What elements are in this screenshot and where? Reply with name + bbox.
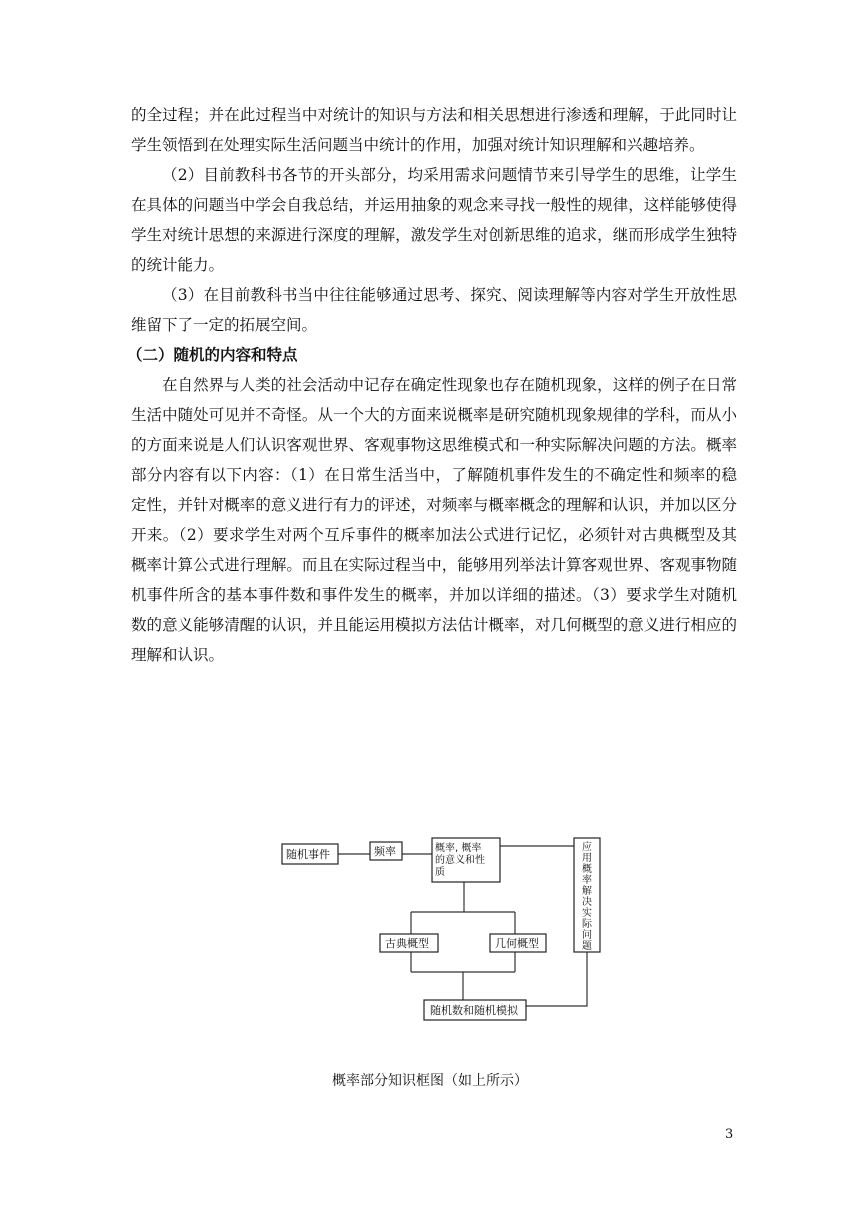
section-heading: （二）随机的内容和特点: [127, 345, 298, 364]
random-event-label: 随机事件: [286, 848, 330, 861]
application-char: 概: [582, 864, 592, 875]
probability-label-line3: 质: [435, 867, 445, 878]
application-char: 率: [582, 875, 592, 886]
probability-label-line1: 概率, 概率: [435, 843, 482, 854]
application-char: 解: [582, 886, 592, 897]
application-char: 决: [582, 897, 592, 908]
application-char: 题: [582, 941, 592, 952]
frequency-label: 频率: [374, 845, 396, 858]
application-char: 实: [582, 908, 592, 919]
application-char: 用: [582, 853, 592, 864]
body-text: [127, 100, 737, 670]
paragraph-continuation: 的全过程；并在此过程当中对统计的知识与方法和相关思想进行渗透和理解，于此同时让学生领悟到在处理实际生活问题当中统计的作用，加强对统计知识理解和兴趣培养。: [131, 106, 737, 154]
application-char: 应: [582, 842, 592, 853]
application-char: 问: [582, 930, 592, 941]
geometric-model-label: 几何概型: [495, 937, 539, 950]
page-number: 3: [725, 1127, 734, 1142]
random-number-label: 随机数和随机模拟: [430, 1004, 518, 1017]
paragraph-point-2: （2）目前教科书各节的开头部分，均采用需求问题情节来引导学生的思维，让学生在具体的问题当中学会自我总结，并运用抽象的观念来寻找一般性的规律，这样能够使得学生对统计思想的来源进行深度的理解，激发学生对创新思维的追求，继而形成学生独特的统计能力。: [131, 166, 737, 274]
paragraph-point-3: （3）在目前教科书当中往往能够通过思考、探究、阅读理解等内容对学生开放性思维留下了一定的拓展空间。: [131, 286, 737, 334]
classical-model-label: 古典概型: [385, 937, 429, 950]
application-char: 际: [582, 919, 592, 930]
figure-caption: 概率部分知识框图（如上所示）: [332, 1073, 528, 1089]
probability-knowledge-diagram: [270, 826, 620, 1038]
probability-label-line2: 的意义和性: [435, 855, 485, 866]
paragraph-random-content: 在自然界与人类的社会活动中记存在确定性现象也存在随机现象，这样的例子在日常生活中随处可见并不奇怪。从一个大的方面来说概率是研究随机现象规律的学科，而从小的方面来说是人们认识客观世界、客观事物这思维模式和一种实际解决问题的方法。概率部分内容有以下内容：（1）在日常生活当中，了解随机事件发生的不确定性和频率的稳定性，并针对概率的意义进行有力的评述，对频率与概率概念的理解和认识，并加以区分开来。（2）要求学生对两个互斥事件的概率加法公式进行记忆，必须针对古典概型及其概率计算公式进行理解。而且在实际过程当中，能够用列举法计算客观世界、客观事物随机事件所含的基本事件数和事件发生的概率，并加以详细的描述。（3）要求学生对随机数的意义能够清醒的认识，并且能运用模拟方法估计概率，对几何概型的意义进行相应的理解和认识。: [131, 376, 737, 664]
